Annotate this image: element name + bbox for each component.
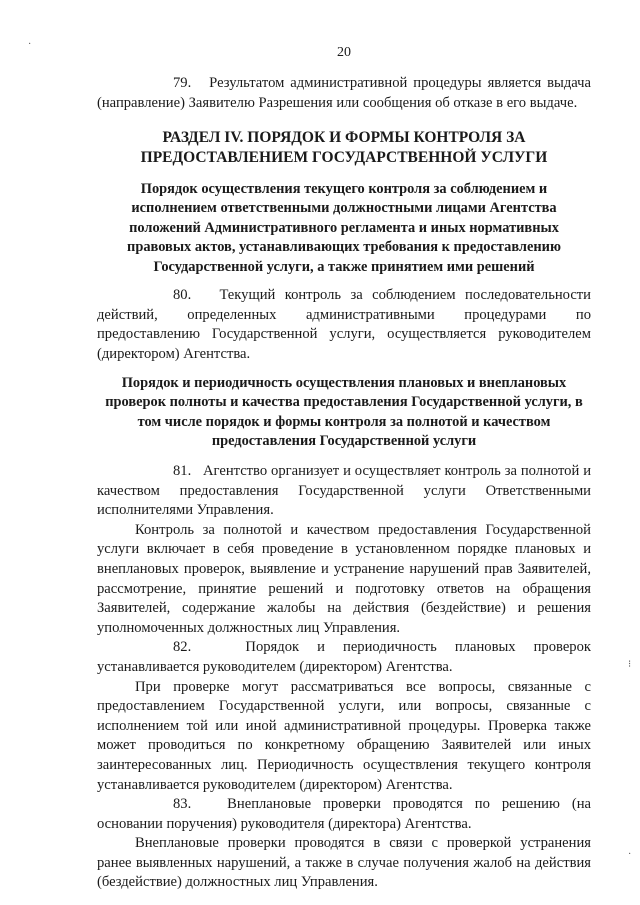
paragraph-number: 81.	[173, 463, 192, 479]
paragraph-text: Внеплановые проверки проводятся по решению (на основании поручения) руководителя (директора) Агентства.	[97, 796, 591, 832]
paragraph-80	[97, 286, 591, 364]
paragraph-82-continuation: При проверке могут рассматриваться все вопросы, связанные с предоставлением Государственной услуги, или вопросы, связанные с исполнением той или иной административной процедуры. Проверка также может проводиться по конкретному обращению Заявителей или иных заинтересованных лиц. Периодичность осуществления текущего контроля устанавливается руководителем (директором) Агентства.	[97, 678, 591, 793]
subtitle-current-control: Порядок осуществления текущего контроля за соблюдением и исполнением ответственными должностными лицами Агентства положений Административного регламента и иных нормативных правовых актов, устанавливающих требования к предоставлению Государственной услуги, а также принятием ими решений	[127, 181, 561, 275]
subtitle-inspections: Порядок и периодичность осуществления плановых и внеплановых проверок полноты и качества предоставления Государственной услуги, в том числе порядок и формы контроля за полнотой и качеством предоставления Государственной услуги	[105, 375, 583, 450]
section-title-line-1: РАЗДЕЛ IV. ПОРЯДОК И ФОРМЫ КОНТРОЛЯ ЗА	[162, 129, 526, 146]
section-title-line-2: ПРЕДОСТАВЛЕНИЕМ ГОСУДАРСТВЕННОЙ УСЛУГИ	[140, 148, 548, 166]
paragraph-text: Порядок и периодичность плановых проверок устанавливается руководителем (директором) Агентства.	[97, 639, 591, 675]
scan-mark: ·	[628, 849, 632, 860]
paragraph-79	[97, 74, 591, 113]
paragraph-text: Текущий контроль за соблюдением последовательности действий, определенных административными процедурами по предоставлению Государственной услуги, осуществляется руководителем (директором) Агентства.	[97, 287, 591, 362]
paragraph-number: 80.	[173, 287, 192, 303]
paragraph-81	[97, 462, 591, 893]
paragraph-81-continuation: Контроль за полнотой и качеством предоставления Государственной услуги включает в себя проведение в установленном порядке плановых и внеплановых проверок, выявление и устранение нарушений прав Заявителей, рассмотрение, принятие решений и подготовку ответов на обращения Заявителей, содержание жалобы на действия (бездействие) и решения уполномоченных должностных лиц Управления.	[97, 521, 591, 636]
paragraph-text: Агентство организует и осуществляет контроль за полнотой и качеством предоставления Государственной услуги Ответственными исполнителями Управления.	[97, 463, 592, 519]
page-number: 20	[337, 45, 351, 60]
scan-mark: ·	[28, 39, 32, 50]
scan-mark: ⁝	[628, 659, 632, 670]
paragraph-83-continuation: Внеплановые проверки проводятся в связи с проверкой устранения ранее выявленных нарушений, а также в случае получения жалоб на действия (бездействие) должностных лиц Управления.	[97, 835, 591, 891]
paragraph-number: 79.	[173, 75, 192, 91]
paragraph-number: 83.	[173, 796, 192, 813]
paragraph-text: Результатом административной процедуры является выдача (направление) Заявителю Разрешения или сообщения об отказе в его выдаче.	[97, 75, 591, 111]
section-title	[97, 128, 591, 167]
paragraph-number: 82.	[173, 639, 192, 656]
